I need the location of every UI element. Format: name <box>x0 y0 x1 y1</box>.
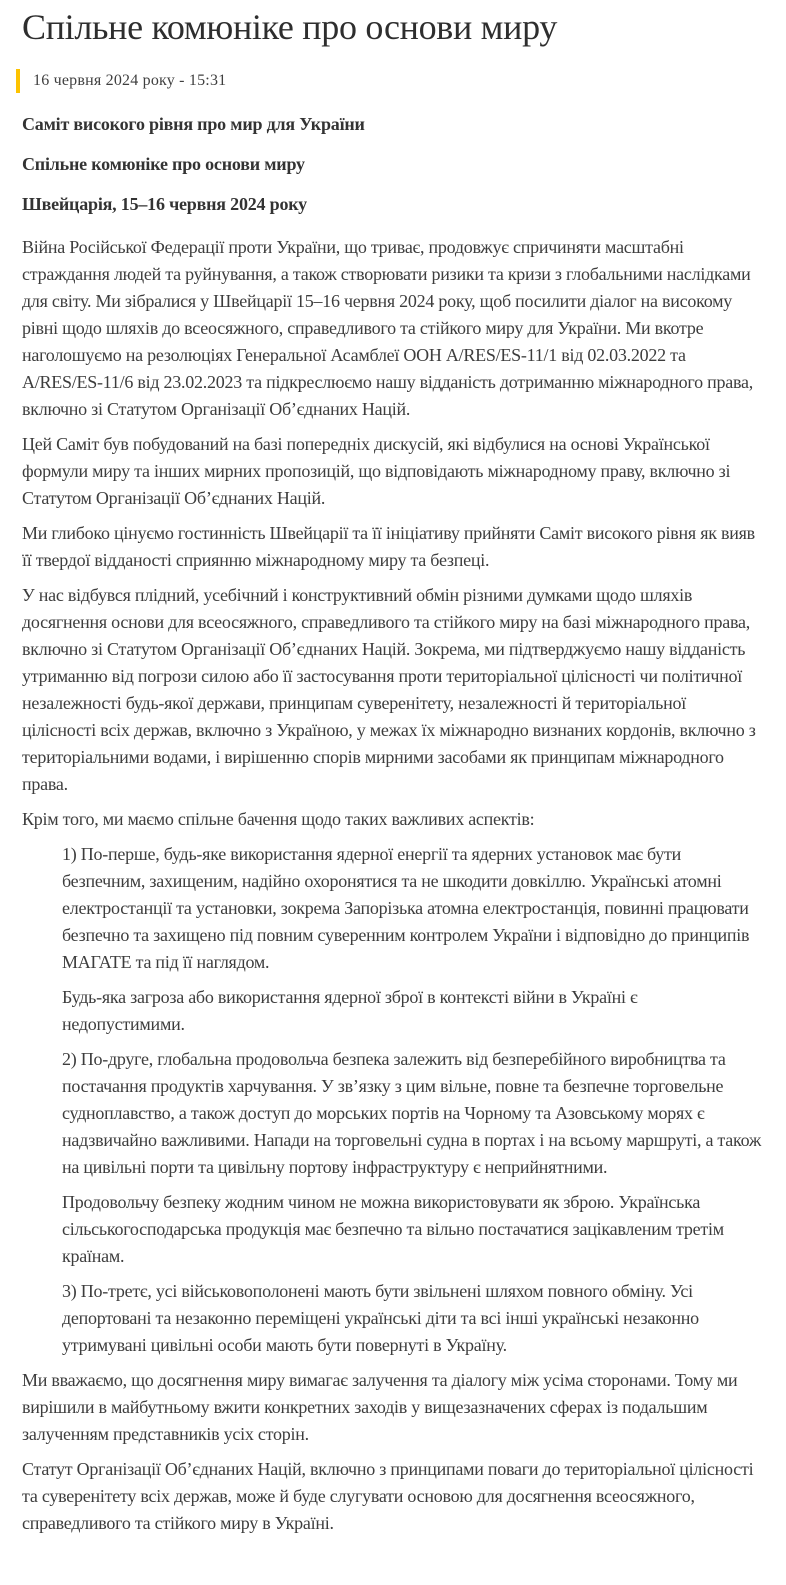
paragraph-war-intro: Війна Російської Федерації проти України, що триває, продовжує спричиняти масштабні страждання людей та руйнування, а також створювати ризики та кризи з глобальними наслідками для світу. Ми зібралися у Швейцарії 15–16 червня 2024 року, щоб посилити діалог на високому рівні щодо шляхів до всеосяжного, справедливого та стійкого миру для України. Ми вкотре наголошуємо на резолюціях Генеральної Асамблеї ООН A/RES/ES-11/1 від 02.03.2022 та A/RES/ES-11/6 від 23.02.2023 та підкреслюємо нашу відданість дотриманню міжнародного права, включно зі Статутом Організації Об’єднаних Націй. <box>22 237 753 420</box>
accent-bar <box>16 69 20 93</box>
list-item-food-not-weapon: Продовольчу безпеку жодним чином не можна використовувати як зброю. Українська сільськогосподарська продукція має безпечно та вільно постачатися зацікавленим третім країнам. <box>62 1192 724 1267</box>
list-item-food-security: 2) По-друге, глобальна продовольча безпека залежить від безперебійного виробництва та постачання продуктів харчування. У зв’язку з цим вільне, повне та безпечне торговельне судноплавство, а також доступ до морських портів на Чорному та Азовському морях є надзвичайно важливими. Напади на торговельні судна в портах і на всьому маршруті, а також на цивільні порти та цивільну портову інфраструктуру є неприйнятними. <box>62 1049 762 1178</box>
paragraph-exchange-of-views: У нас відбувся плідний, усебічний і конструктивний обмін різними думками щодо шляхів досягнення основи для всеосяжного, справедливого та стійкого миру на базі міжнародного права, включно зі Статутом Організації Об’єднаних Націй. Зокрема, ми підтверджуємо нашу відданість утриманню від погрози силою або її застосування проти територіальної цілісності чи політичної незалежності будь-якої держави, принципам суверенітету, незалежності й територіальної цілісності всіх держав, включно з Україною, у межах їх міжнародно визнаних кордонів, включно з територіальними водами, і вирішенню спорів мирними засобами як принципам міжнародного права. <box>22 585 756 795</box>
publish-date: 16 червня 2024 року - 15:31 <box>33 72 227 90</box>
lead-heading-communique: Спільне комюніке про основи миру <box>22 154 305 175</box>
lead-heading-location-date: Швейцарія, 15–16 червня 2024 року <box>22 194 307 215</box>
paragraph-un-charter-basis: Статут Організації Об’єднаних Націй, включно з принципами поваги до територіальної цілісності та суверенітету всіх держав, може й буде слугувати основою для досягнення всеосяжного, справедливого та стійкого миру в Україні. <box>22 1459 754 1534</box>
paragraph-switzerland-gratitude: Ми глибоко цінуємо гостинність Швейцарії та її ініціативу прийняти Саміт високого рівня як вияв її твердої відданості сприянню міжнародному миру та безпеці. <box>22 523 755 571</box>
paragraph-common-vision-intro: Крім того, ми маємо спільне бачення щодо таких важливих аспектів: <box>22 809 535 830</box>
list-item-nuclear-threat: Будь-яка загроза або використання ядерної зброї в контексті війни в Україні є недопустимими. <box>62 987 638 1035</box>
list-item-prisoners-children: 3) По-третє, усі військовополонені мають бути звільнені шляхом повного обміну. Усі депортовані та незаконно переміщені українські діти та всі інші українські незаконно утримувані цивільні особи мають бути повернуті в Україну. <box>62 1281 699 1356</box>
list-item-nuclear-safety: 1) По-перше, будь-яке використання ядерної енергії та ядерних установок має бути безпечним, захищеним, надійно охоронятися та не шкодити довкіллю. Українські атомні електростанції та установки, зокрема Запорізька атомна електростанція, повинні працювати безпечно та захищено під повним суверенним контролем України і відповідно до принципів МАГАТЕ та під її наглядом. <box>62 844 750 973</box>
page-title: Спільне комюніке про основи миру <box>22 7 558 47</box>
publish-date-row <box>16 67 762 95</box>
paragraph-dialogue-all-parties: Ми вважаємо, що досягнення миру вимагає залучення та діалогу між усіма сторонами. Тому ми вирішили в майбутньому вжити конкретних заходів у вищезазначених сферах із подальшим залученням представників усіх сторін. <box>22 1370 738 1445</box>
paragraph-summit-basis: Цей Саміт був побудований на базі попередніх дискусій, які відбулися на основі Української формули миру та інших мирних пропозицій, що відповідають міжнародному праву, включно зі Статутом Організації Об’єднаних Націй. <box>22 434 731 509</box>
lead-heading-summit: Саміт високого рівня про мир для України <box>22 114 365 135</box>
